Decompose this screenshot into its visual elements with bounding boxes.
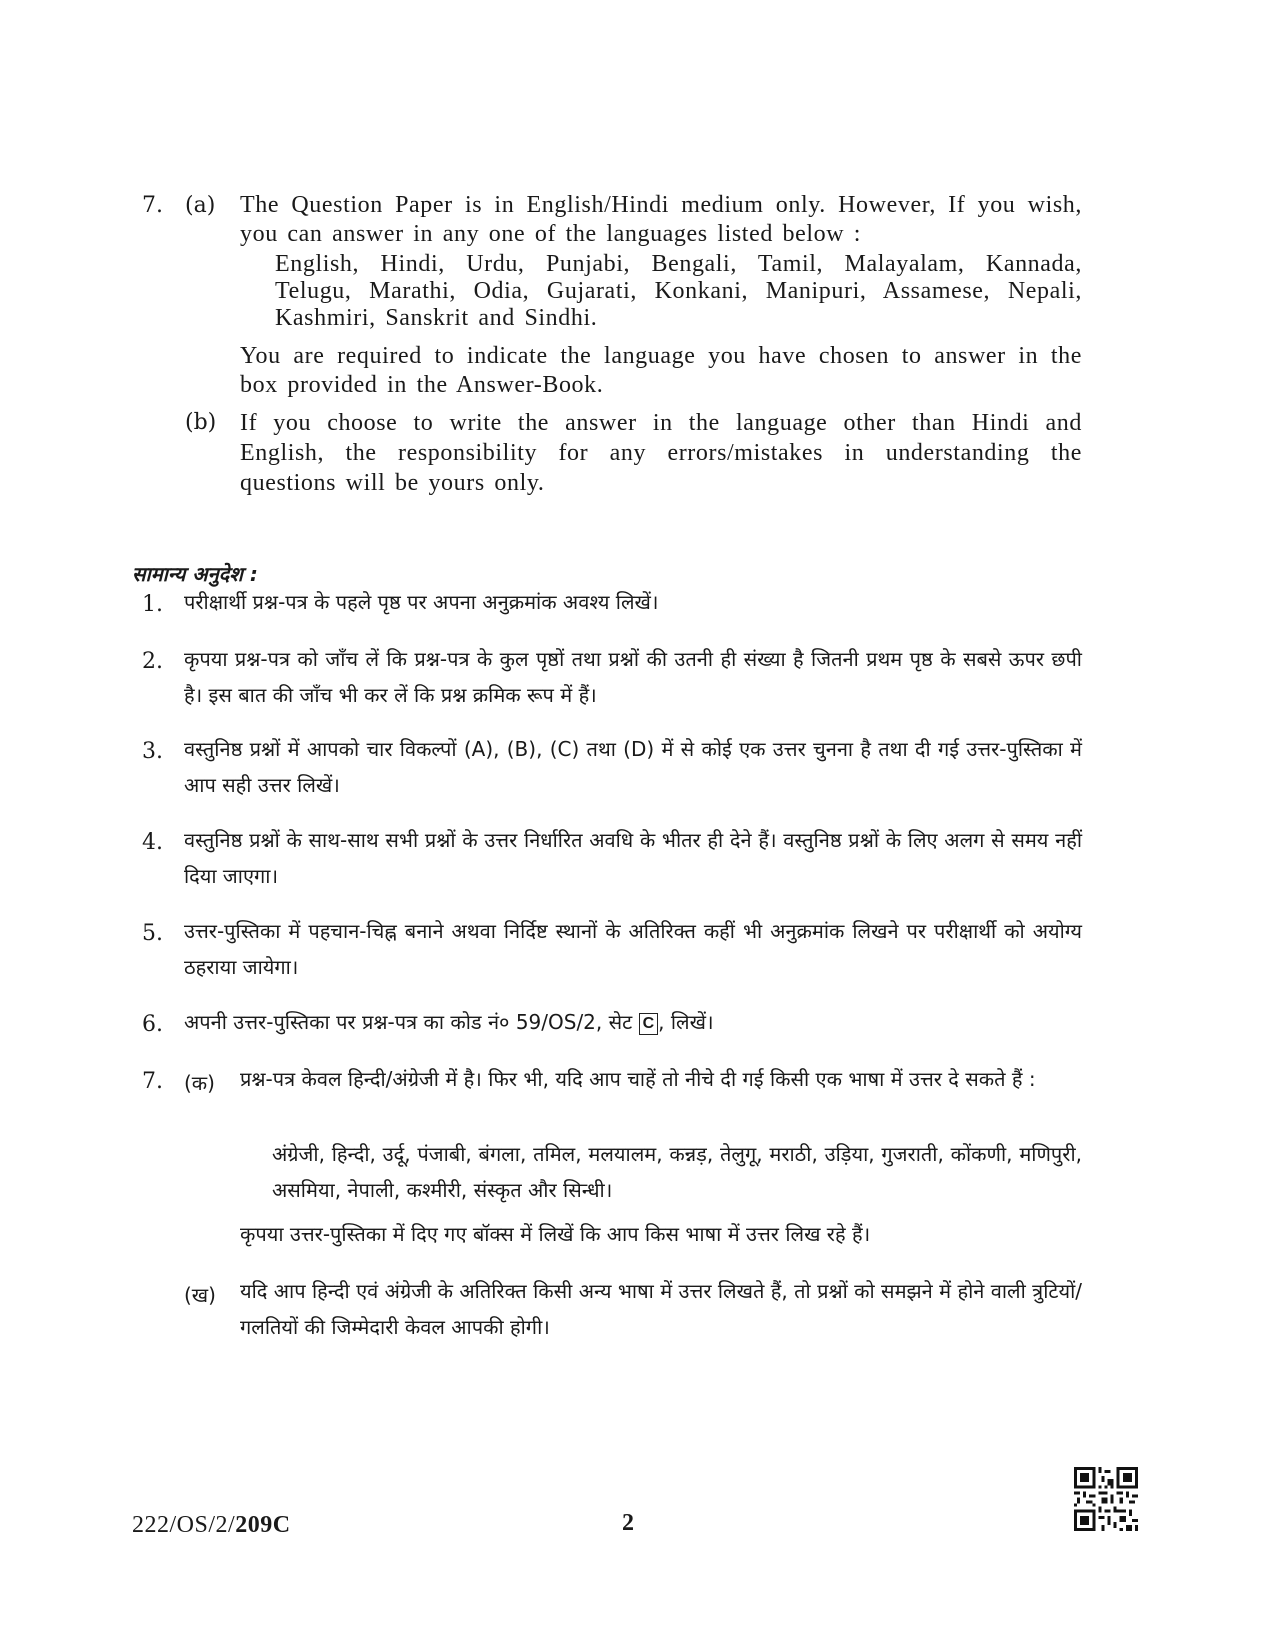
paper-code-bold: 209C	[235, 1512, 291, 1538]
hindi-7ka-text: प्रश्न-पत्र केवल हिन्दी/अंग्रेजी में है। फिर भी, यदि आप चाहें तो नीचे दी गई किसी एक भाषा में उत्तर दे सकते हैं :	[240, 1067, 1036, 1091]
paper-code	[132, 1512, 291, 1539]
list-item-number: 3.	[142, 739, 163, 764]
list-item-number: 4.	[142, 830, 163, 855]
list-item-code	[184, 1004, 1082, 1040]
sub-label-a: (a)	[185, 193, 216, 218]
list-item: वस्तुनिष्ठ प्रश्नों के साथ-साथ सभी प्रश्नों के उत्तर निर्धारित अवधि के भीतर ही देने हैं। वस्तुनिष्ठ प्रश्नों के लिए अलग से समय नहीं दिया जाएगा।	[184, 828, 1082, 888]
list-item-number: 5.	[142, 921, 163, 946]
page-number: 2	[622, 1510, 634, 1536]
list-item: परीक्षार्थी प्रश्न-पत्र के पहले पृष्ठ पर अपना अनुक्रमांक अवश्य लिखें।	[184, 590, 659, 614]
set-box: C	[639, 1013, 659, 1035]
sub-label-b: (b)	[185, 410, 217, 435]
english-language-list: English, Hindi, Urdu, Punjabi, Bengali, Tamil, Malayalam, Kannada, Telugu, Marathi, Odia, Gujarati, Konkani, Manipuri, Assamese, Nepali, Kashmiri, Sanskrit and Sindhi.	[275, 251, 1082, 331]
item-number: 7.	[142, 193, 163, 218]
hindi-language-list: अंग्रेजी, हिन्दी, उर्दू, पंजाबी, बंगला, तमिल, मलयालम, कन्नड़, तेलुगू, मराठी, उड़िया, गुजराती, कोंकणी, मणिपुरी, असमिया, नेपाली, कश्मीरी, संस्कृत और सिन्धी।	[272, 1142, 1082, 1202]
sub-label-kha: (ख)	[184, 1283, 216, 1307]
sub-label-ka: (क)	[184, 1071, 215, 1095]
list-item: कृपया प्रश्न-पत्र को जाँच लें कि प्रश्न-पत्र के कुल पृष्ठों तथा प्रश्नों की उतनी ही संख्या है जितनी प्रथम पृष्ठ के सबसे ऊपर छपी है। इस बात की जाँच भी कर लें कि प्रश्न क्रमिक रूप में हैं।	[184, 647, 1082, 707]
list-item-number: 2.	[142, 649, 163, 674]
list-item-number: 6.	[142, 1012, 163, 1037]
hindi-7kha-text: यदि आप हिन्दी एवं अंग्रेजी के अतिरिक्त किसी अन्य भाषा में उत्तर लिखते हैं, तो प्रश्नों को समझने में होने वाली त्रुटियों/गलतियों की जिम्मेदारी केवल आपकी होगी।	[240, 1279, 1082, 1339]
section-heading: सामान्य अनुदेश :	[132, 562, 258, 586]
english-7a-text: The Question Paper is in English/Hindi medium only. However, If you wish, you can answer in any one of the languages listed below :	[240, 192, 1082, 247]
list-item: उत्तर-पुस्तिका में पहचान-चिह्न बनाने अथवा निर्दिष्ट स्थानों के अतिरिक्त कहीं भी अनुक्रमांक लिखने पर परीक्षार्थी को अयोग्य ठहराया जायेगा।	[184, 919, 1082, 979]
list-item-number: 1.	[142, 592, 163, 617]
paper-code-prefix: 222/OS/2/	[132, 1512, 236, 1538]
qr-code-icon	[1074, 1467, 1138, 1531]
code-suffix: , लिखें।	[658, 1010, 714, 1034]
english-7b-text: If you choose to write the answer in the language other than Hindi and English, the responsibility for any errors/mistakes in understanding the questions will be yours only.	[240, 410, 1082, 496]
list-item: वस्तुनिष्ठ प्रश्नों में आपको चार विकल्पों (A), (B), (C) तथा (D) में से कोई एक उत्तर चुनना है तथा दी गई उत्तर-पुस्तिका में आप सही उत्तर लिखें।	[184, 737, 1082, 797]
english-7a-instruction: You are required to indicate the language you have chosen to answer in the box provided in the Answer-Book.	[240, 343, 1082, 398]
code-text: अपनी उत्तर-पुस्तिका पर प्रश्न-पत्र का कोड नं० 59/OS/2, सेट	[184, 1010, 633, 1034]
hindi-7ka-instruction: कृपया उत्तर-पुस्तिका में दिए गए बॉक्स में लिखें कि आप किस भाषा में उत्तर लिख रहे हैं।	[240, 1222, 871, 1246]
list-item-number: 7.	[142, 1069, 163, 1094]
